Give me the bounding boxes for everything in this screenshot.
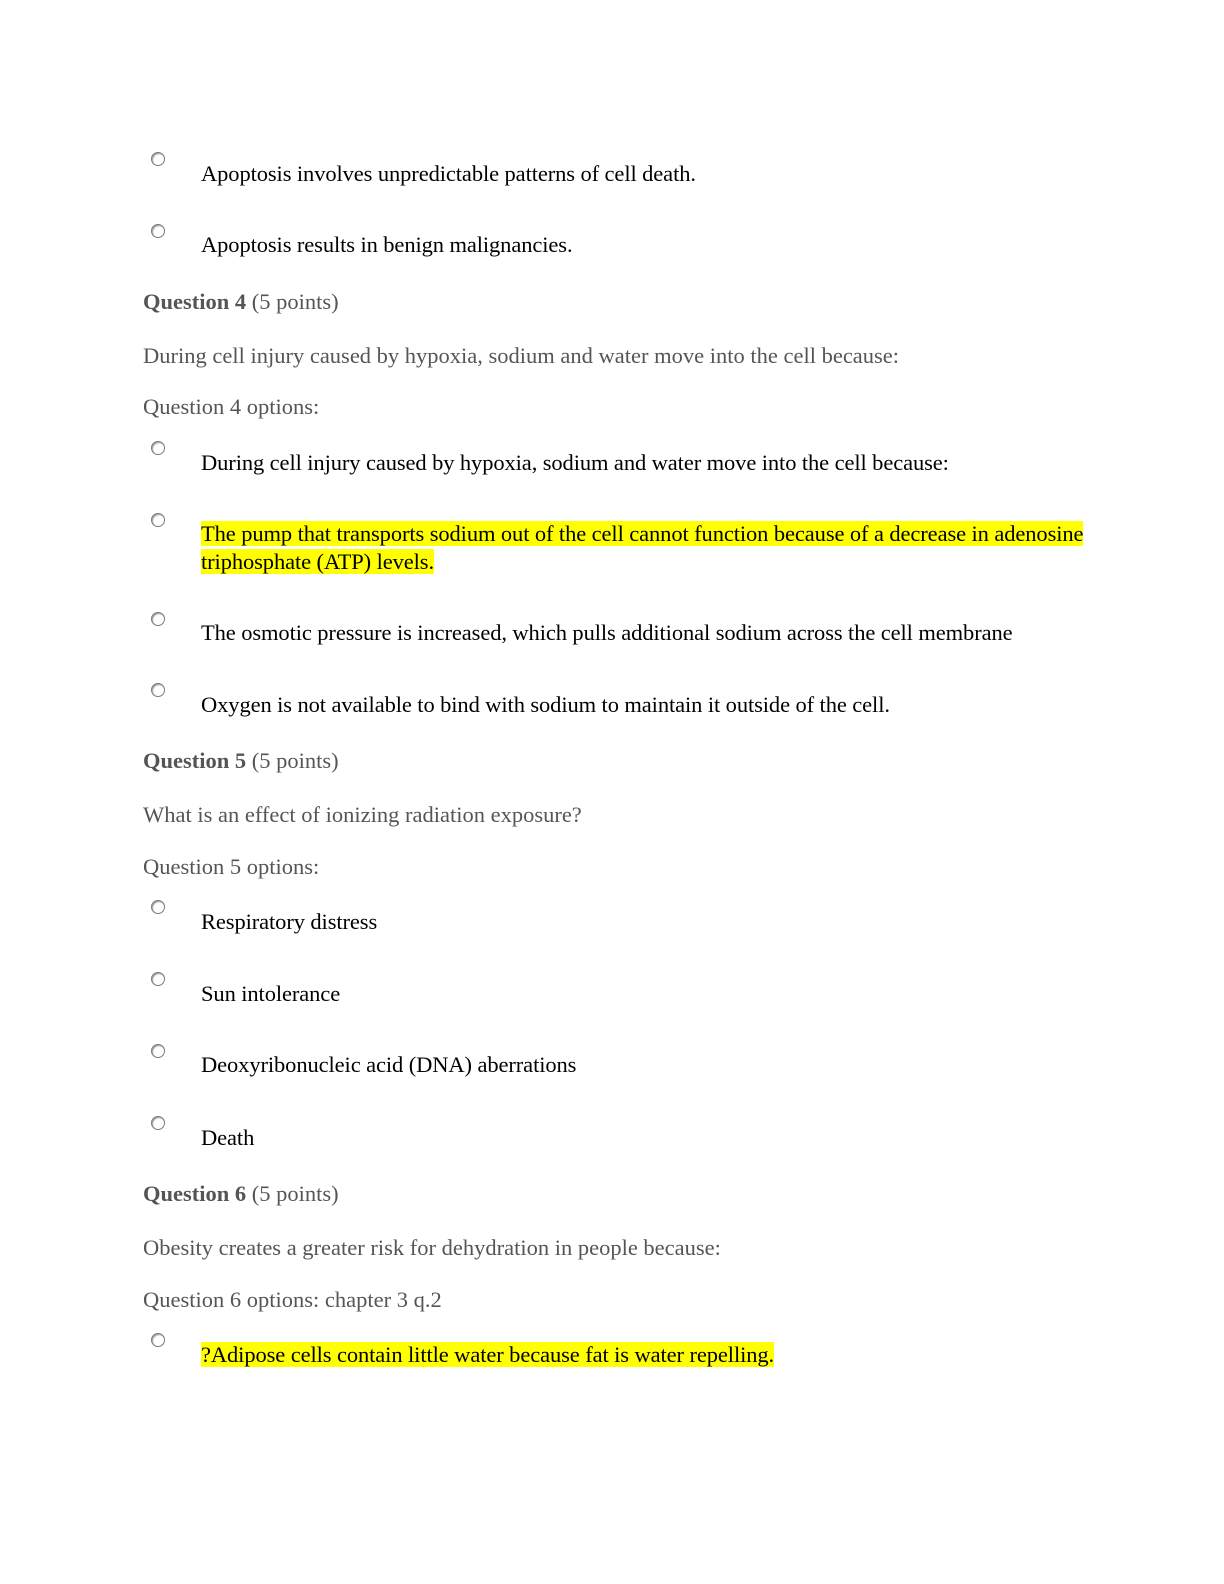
question-points: (5 points) <box>251 1181 339 1206</box>
highlight-mark: ?Adipose cells contain little water because fat is water repelling. <box>201 1342 775 1367</box>
option-text: Death <box>201 1125 255 1150</box>
option-text: Apoptosis results in benign malignancies. <box>201 232 573 257</box>
option-text: Oxygen is not available to bind with sodium to maintain it outside of the cell. <box>201 692 890 717</box>
question-points: (5 points) <box>251 289 339 314</box>
option-radio[interactable] <box>151 1044 165 1058</box>
option-text: Sun intolerance <box>201 981 341 1006</box>
question-header <box>143 1180 339 1208</box>
option-radio[interactable] <box>151 612 165 626</box>
question-label: Question 6 <box>143 1181 247 1206</box>
question-header <box>143 747 339 775</box>
option-text-highlighted <box>201 1341 774 1369</box>
option-radio[interactable] <box>151 441 165 455</box>
option-radio[interactable] <box>151 683 165 697</box>
option-radio[interactable] <box>151 513 165 527</box>
option-text-highlighted <box>201 520 1151 576</box>
option-radio[interactable] <box>151 224 165 238</box>
options-label: Question 4 options: <box>143 394 320 419</box>
option-radio[interactable] <box>151 900 165 914</box>
option-text: Apoptosis involves unpredictable patterns of cell death. <box>201 161 696 186</box>
option-radio[interactable] <box>151 1333 165 1347</box>
option-text: The osmotic pressure is increased, which pulls additional sodium across the cell membrane <box>201 620 1013 645</box>
options-label: Question 5 options: <box>143 854 320 879</box>
question-header <box>143 288 339 316</box>
option-text: Respiratory distress <box>201 909 378 934</box>
option-radio[interactable] <box>151 152 165 166</box>
option-radio[interactable] <box>151 972 165 986</box>
question-prompt: What is an effect of ionizing radiation exposure? <box>143 802 582 827</box>
option-text: Deoxyribonucleic acid (DNA) aberrations <box>201 1052 577 1077</box>
question-prompt: Obesity creates a greater risk for dehydration in people because: <box>143 1235 721 1260</box>
option-text: During cell injury caused by hypoxia, sodium and water move into the cell because: <box>201 450 949 475</box>
highlight-mark: The pump that transports sodium out of the cell cannot function because of a decrease in adenosine triphosphate (ATP) levels. <box>201 521 1084 574</box>
options-label: Question 6 options: chapter 3 q.2 <box>143 1287 442 1312</box>
question-label: Question 5 <box>143 748 247 773</box>
question-prompt: During cell injury caused by hypoxia, sodium and water move into the cell because: <box>143 343 900 368</box>
option-radio[interactable] <box>151 1116 165 1130</box>
question-points: (5 points) <box>251 748 339 773</box>
question-label: Question 4 <box>143 289 247 314</box>
